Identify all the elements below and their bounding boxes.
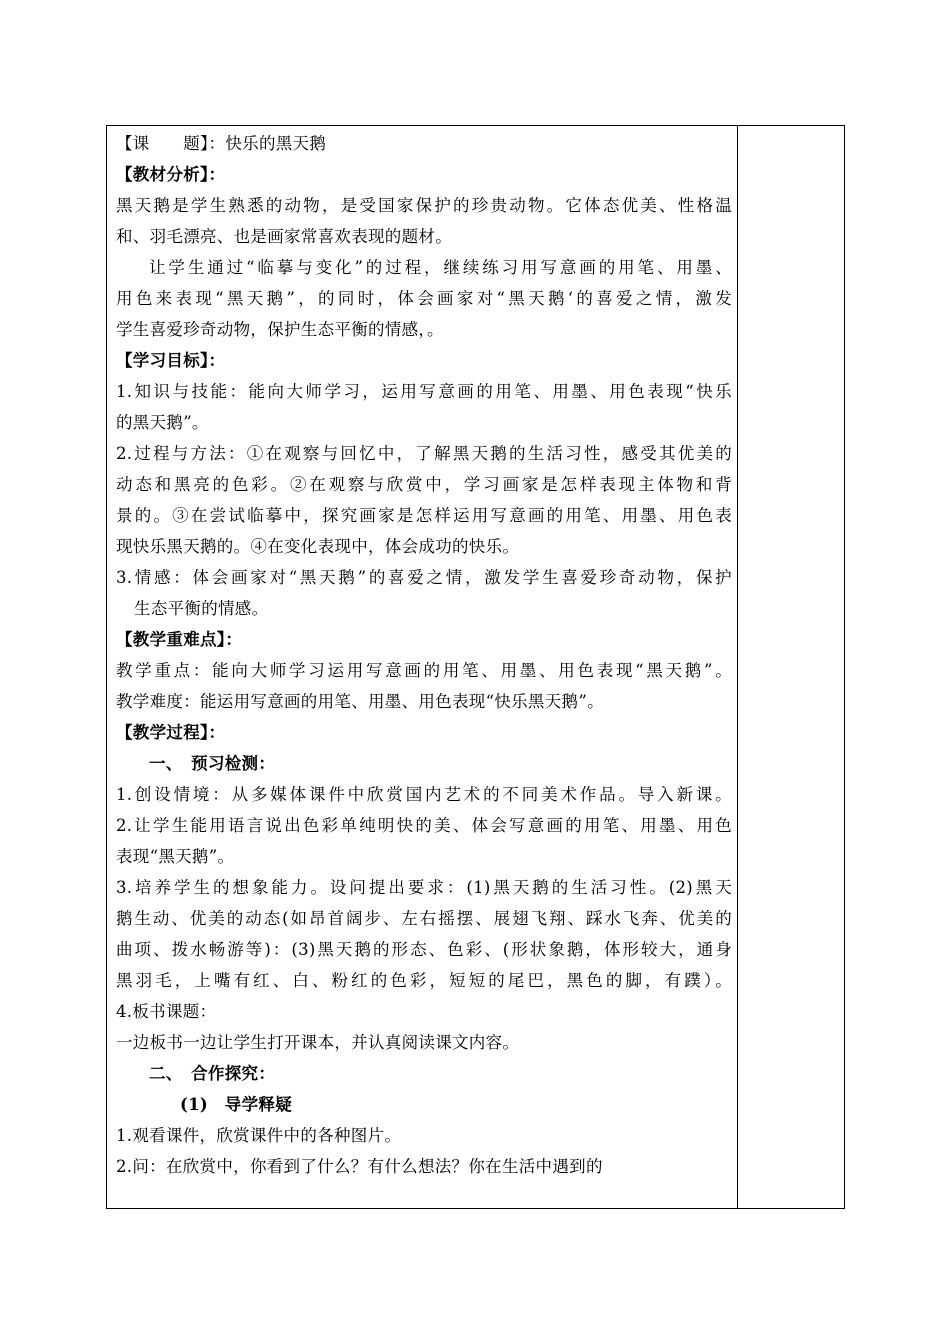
paragraph-line: 生态平衡的情感。 [134,599,269,618]
section-heading-key-points: 【教学重难点】： [116,630,243,649]
paragraph-line: 景的。③在尝试临摹中，探究画家是怎样运用写意画的用笔、用墨、用色表 [116,506,732,525]
paragraph-line: 动态和黑亮的色彩。②在观察与欣赏中，学习画家是怎样表现主体物和背 [116,475,732,494]
paragraph-line: 一边板书一边让学生打开课本，并认真阅读课文内容。 [116,1033,520,1052]
paragraph-line: 4.板书课题： [116,1002,217,1021]
paragraph-line: 黑羽毛，上嘴有红、白、粉红的色彩，短短的尾巴，黑色的脚，有蹼）。 [116,971,732,990]
paragraph-line: 黑天鹅是学生熟悉的动物，是受国家保护的珍贵动物。它体态优美、性格温 [116,196,732,215]
subheading-preview-check: 一、 预习检测： [149,754,276,773]
paragraph-line: 教学重点：能向大师学习运用写意画的用笔、用墨、用色表现“黑天鹅”。 [116,661,732,680]
paragraph-line: 用色来表现“黑天鹅”，的同时，体会画家对“黑天鹅‘的喜爱之情，激发 [116,289,732,308]
paragraph-line: 1.创设情境：从多媒体课件中欣赏国内艺术的不同美术作品。导入新课。 [116,785,732,804]
paragraph-line: 表现“黑天鹅”。 [116,847,235,866]
paragraph-line: 鹅生动、优美的动态(如昂首阔步、左右摇摆、展翅飞翔、踩水飞奔、优美的 [116,909,732,928]
section-heading-learning-goals: 【学习目标】： [116,351,226,370]
paragraph-line: 和、羽毛漂亮、也是画家常喜欢表现的题材。 [116,227,452,246]
paragraph-line: 2.让学生能用语言说出色彩单纯明快的美、体会写意画的用笔、用墨、用色 [116,816,732,835]
lesson-plan-content [116,128,732,1182]
paragraph-line: 3.情感：体会画家对“黑天鹅”的喜爱之情，激发学生喜爱珍奇动物，保护 [116,568,732,587]
subheading-guided-learning: (1) 导学释疑 [180,1095,292,1114]
paragraph-line: 让学生通过“临摹与变化”的过程，继续练习用写意画的用笔、用墨、 [149,258,732,277]
paragraph-line: 教学难度：能运用写意画的用笔、用墨、用色表现“快乐黑天鹅”。 [116,692,604,711]
paragraph-line: 曲项、拨水畅游等)：(3)黑天鹅的形态、色彩、(形状象鹅，体形较大，通身 [116,940,732,959]
paragraph-line: 1.观看课件，欣赏课件中的各种图片。 [116,1126,402,1145]
paragraph-line: 1.知识与技能：能向大师学习，运用写意画的用笔、用墨、用色表现“快乐 [116,382,732,401]
subheading-cooperative-inquiry: 二、 合作探究： [149,1064,276,1083]
paragraph-line: 学生喜爱珍奇动物，保护生态平衡的情感，。 [116,320,444,339]
section-heading-teaching-process: 【教学过程】： [116,723,226,742]
paragraph-line: 3.培养学生的想象能力。设问提出要求：(1)黑天鹅的生活习性。(2)黑天 [116,878,732,897]
paragraph-line: 2.问：在欣赏中，你看到了什么？有什么想法？你在生活中遇到的 [116,1157,603,1176]
paragraph-line: 的黑天鹅”。 [116,413,209,432]
table-column-divider [737,125,738,1209]
paragraph-line: 现快乐黑天鹅的。④在变化表现中，体会成功的快乐。 [116,537,520,556]
lesson-title-line: 【课 题】：快乐的黑天鹅 [116,134,327,153]
paragraph-line: 2.过程与方法：①在观察与回忆中，了解黑天鹅的生活习性，感受其优美的 [116,444,732,463]
section-heading-material-analysis: 【教材分析】： [116,165,226,184]
